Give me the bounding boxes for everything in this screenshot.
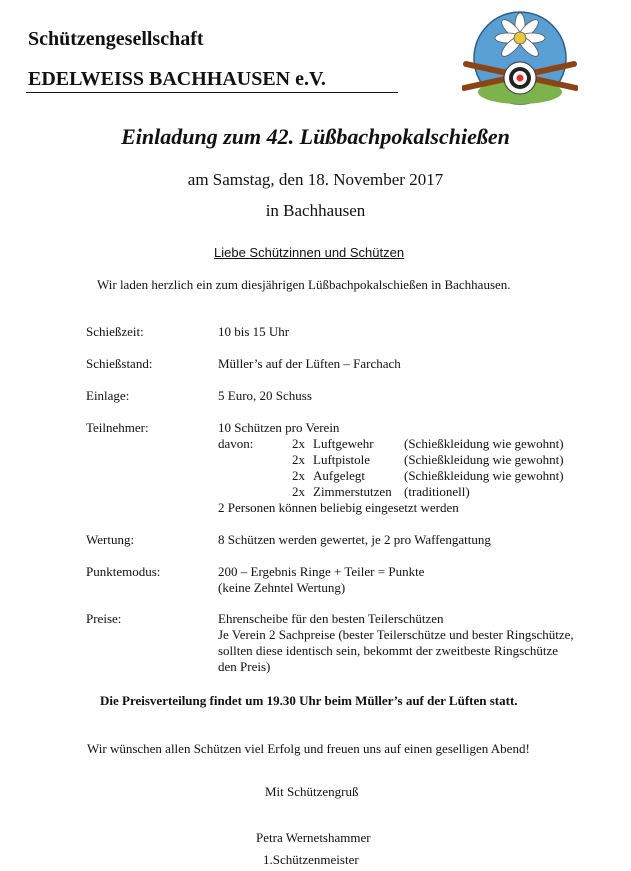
club-logo-icon (462, 6, 578, 116)
schiesszeit-label: Schießzeit: (86, 324, 144, 339)
discipline-note: (Schießkleidung wie gewohnt) (404, 452, 564, 467)
teilnehmer-label: Teilnehmer: (86, 420, 149, 435)
schiessstand-label: Schießstand: (86, 356, 153, 371)
discipline-count: 2x (292, 452, 305, 467)
signature-name: Petra Wernetshammer (256, 830, 371, 845)
invitation-title: Einladung zum 42. Lüßbachpokalschießen (121, 124, 510, 149)
wish-text: Wir wünschen allen Schützen viel Erfolg und freuen uns auf einen geselligen Abend! (87, 741, 530, 756)
wertung-label: Wertung: (86, 532, 135, 547)
club-name-line1: Schützengesellschaft (28, 28, 204, 50)
preise-line: den Preis) (218, 659, 271, 674)
preise-line: Ehrenscheibe für den besten Teilerschützen (218, 611, 444, 626)
discipline-name: Luftpistole (313, 452, 371, 467)
teilnehmer-davon: davon: (218, 436, 254, 451)
einlage-label: Einlage: (86, 388, 130, 403)
punktemodus-label: Punktemodus: (86, 564, 161, 579)
intro-text: Wir laden herzlich ein zum diesjährigen Lüßbachpokalschießen in Bachhausen. (97, 277, 511, 292)
header-rule (26, 92, 398, 93)
discipline-note: (Schießkleidung wie gewohnt) (404, 436, 564, 451)
preise-line: sollten diese identisch sein, bekommt der zweitbeste Ringschütze (218, 643, 559, 658)
event-place: in Bachhausen (265, 201, 366, 220)
punktemodus-line2: (keine Zehntel Wertung) (218, 580, 346, 595)
discipline-note: (traditionell) (404, 484, 470, 499)
schiesszeit-value: 10 bis 15 Uhr (218, 324, 290, 339)
wertung-value: 8 Schützen werden gewertet, je 2 pro Waffengattung (218, 532, 491, 547)
club-name-line2: EDELWEISS BACHHAUSEN e.V. (28, 68, 326, 90)
einlage-value: 5 Euro, 20 Schuss (218, 388, 312, 403)
punktemodus-line1: 200 – Ergebnis Ringe + Teiler = Punkte (218, 564, 425, 579)
discipline-note: (Schießkleidung wie gewohnt) (404, 468, 564, 483)
event-date: am Samstag, den 18. November 2017 (187, 170, 444, 189)
preise-line: Je Verein 2 Sachpreise (bester Teilerschütze und bester Ringschütze, (218, 627, 574, 642)
discipline-name: Zimmerstutzen (313, 484, 392, 499)
signature-role: 1.Schützenmeister (263, 852, 359, 867)
discipline-name: Aufgelegt (313, 468, 365, 483)
award-note: Die Preisverteilung findet um 19.30 Uhr beim Müller’s auf der Lüften statt. (100, 693, 518, 708)
discipline-count: 2x (292, 468, 305, 483)
discipline-name: Luftgewehr (313, 436, 374, 451)
greeting: Liebe Schützinnen und Schützen (214, 245, 405, 260)
teilnehmer-last-line: 2 Personen können beliebig eingesetzt werden (218, 500, 459, 515)
discipline-count: 2x (292, 484, 305, 499)
schiessstand-value: Müller’s auf der Lüften – Farchach (218, 356, 401, 371)
closing-greeting: Mit Schützengruß (265, 784, 359, 799)
discipline-count: 2x (292, 436, 305, 451)
teilnehmer-line1: 10 Schützen pro Verein (218, 420, 340, 435)
preise-label: Preise: (86, 611, 122, 626)
